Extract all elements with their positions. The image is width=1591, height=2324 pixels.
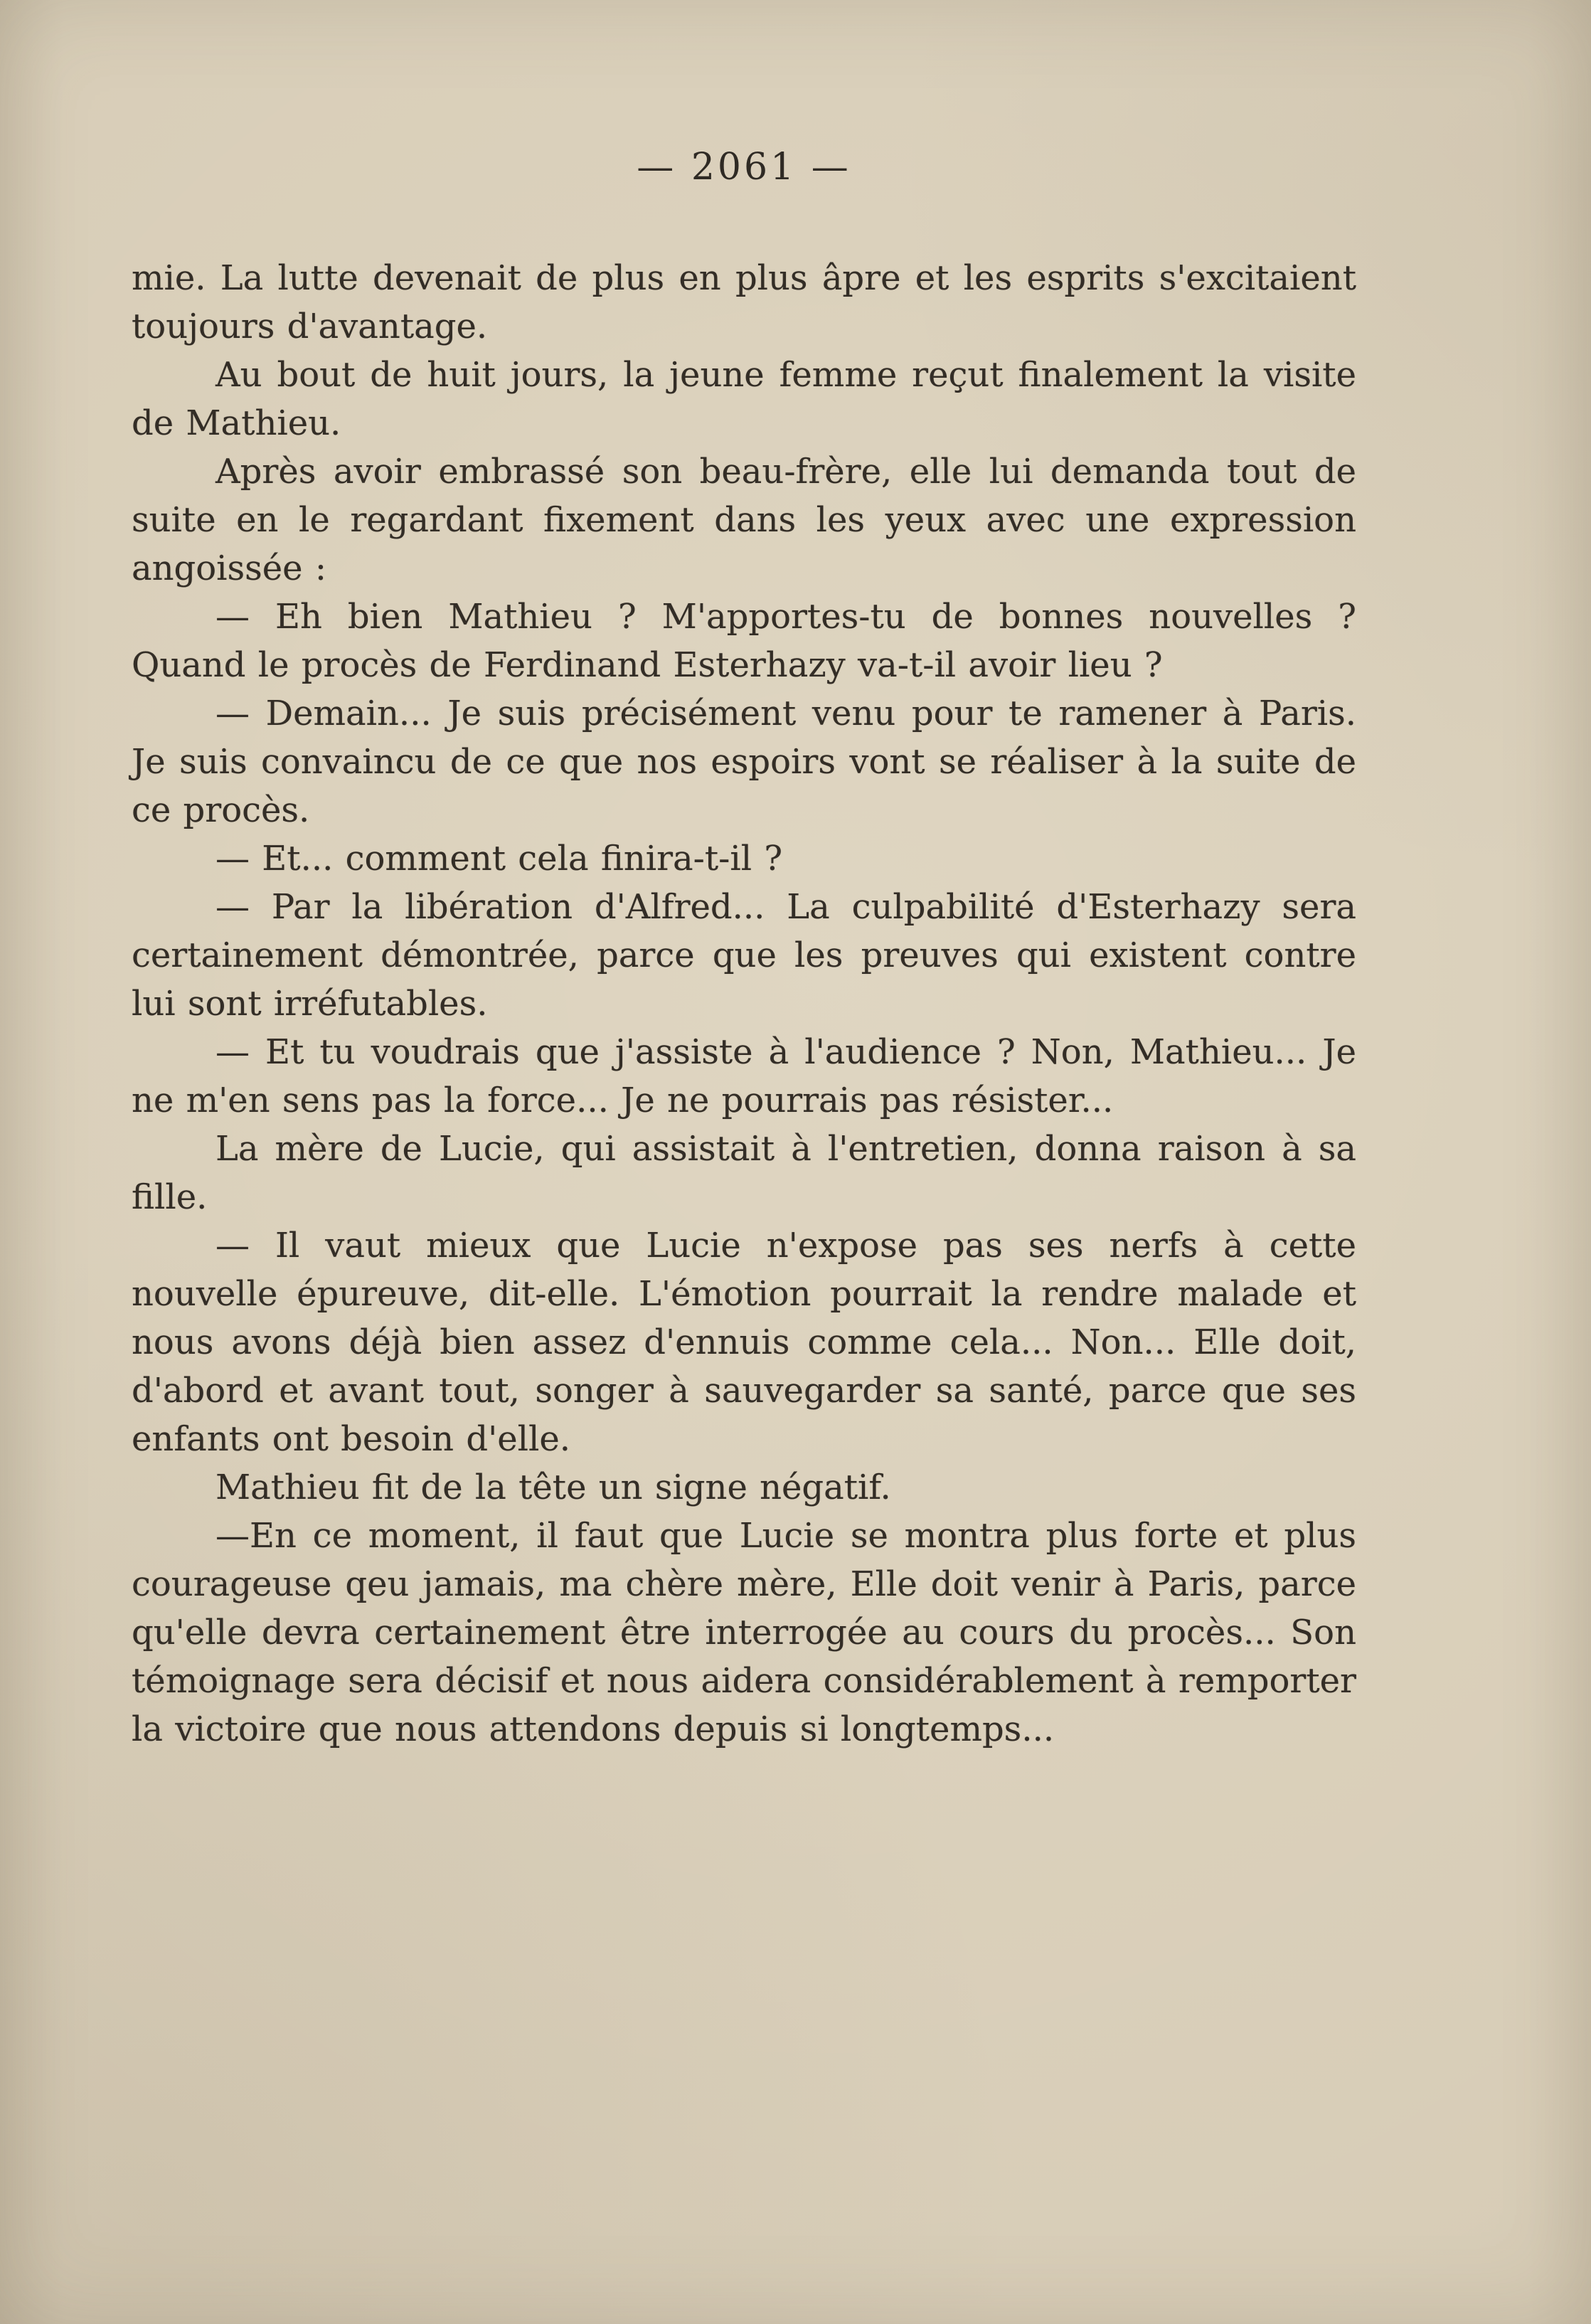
- paragraph: — Par la libération d'Alfred... La culpabilité d'Esterhazy sera certainement démontrée, parce que les preuves qui existent contre lui sont irréfutables.: [132, 887, 1356, 1024]
- paragraph: — Et tu voudrais que j'assiste à l'audience ? Non, Mathieu... Je ne m'en sens pas la force... Je ne pourrais pas résister...: [132, 1032, 1356, 1120]
- page-body-text: [132, 254, 1356, 1753]
- paragraph: mie. La lutte devenait de plus en plus âpre et les esprits s'excitaient toujours d'avantage.: [132, 258, 1356, 346]
- paragraph: La mère de Lucie, qui assistait à l'entretien, donna raison à sa fille.: [132, 1129, 1356, 1217]
- paragraph: — Il vaut mieux que Lucie n'expose pas ses nerfs à cette nouvelle épureuve, dit-elle. L'émotion pourrait la rendre malade et nous avons déjà bien assez d'ennuis comme cela... Non... Elle doit, d'abord et avant tout, songer à sauvegarder sa santé, parce que ses enfants ont besoin d'elle.: [132, 1226, 1356, 1459]
- paragraph: — Demain... Je suis précisément venu pour te ramener à Paris. Je suis convaincu de ce que nos espoirs vont se réaliser à la suite de ce procès.: [132, 694, 1356, 830]
- paragraph: Au bout de huit jours, la jeune femme reçut finalement la visite de Mathieu.: [132, 355, 1356, 443]
- paragraph: — Eh bien Mathieu ? M'apportes-tu de bonnes nouvelles ? Quand le procès de Ferdinand Esterhazy va-t-il avoir lieu ?: [132, 597, 1356, 685]
- paragraph: — Et... comment cela finira-t-il ?: [215, 839, 783, 879]
- paragraph: Après avoir embrassé son beau-frère, elle lui demanda tout de suite en le regardant fixement dans les yeux avec une expression angoissée :: [132, 452, 1356, 588]
- page-number: — 2061 —: [637, 146, 851, 189]
- paragraph: —En ce moment, il faut que Lucie se montra plus forte et plus courageuse qeu jamais, ma chère mère, Elle doit venir à Paris, parce qu'elle devra certainement être interrogée au cours du procès... Son témoignage sera décisif et nous aidera considérablement à remporter la victoire que nous attendons depuis si longtemps...: [132, 1516, 1356, 1749]
- book-page: [132, 146, 1356, 2324]
- paragraph: Mathieu fit de la tête un signe négatif.: [215, 1468, 891, 1507]
